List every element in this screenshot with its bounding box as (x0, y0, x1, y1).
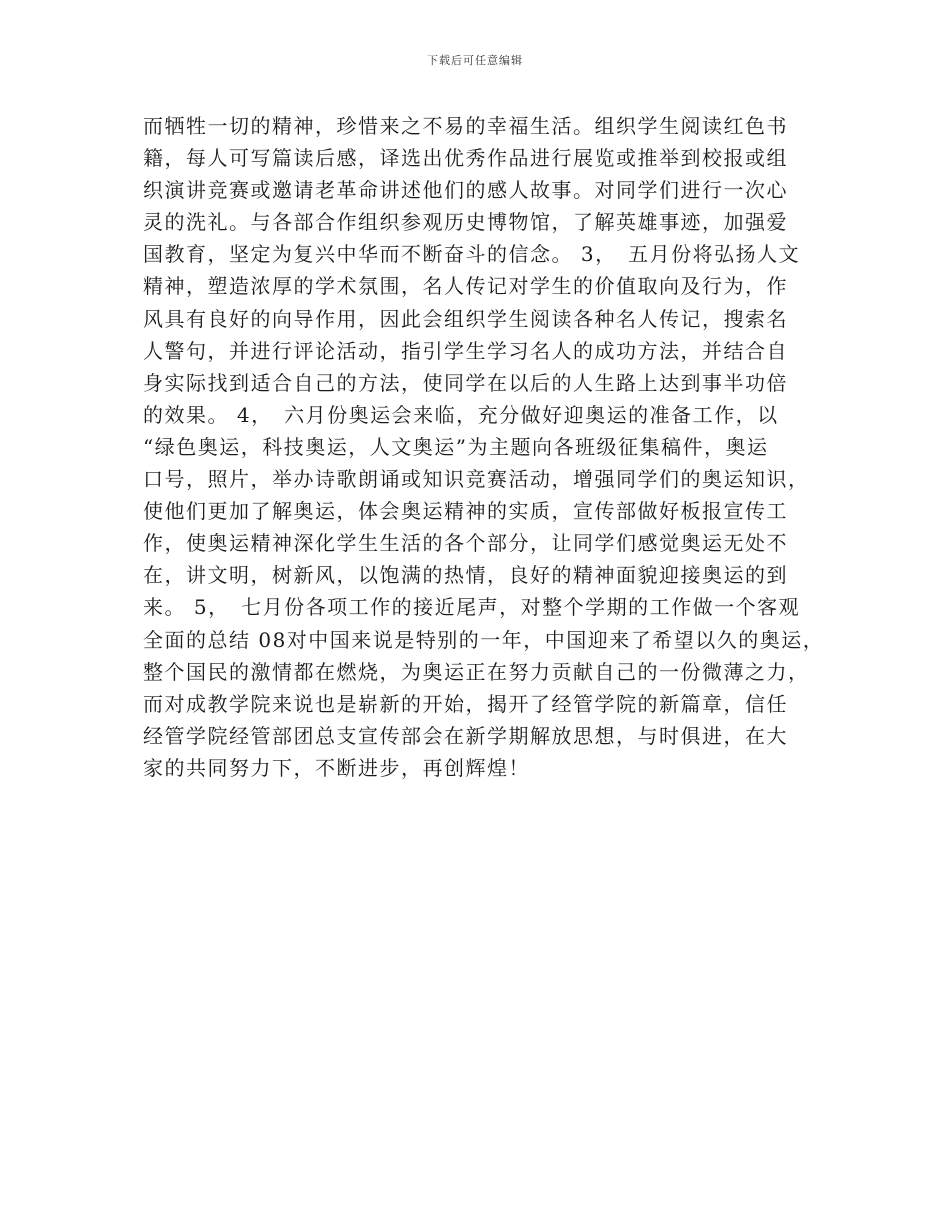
text-line: 的效果。 4， 六月份奥运会来临，充分做好迎奥运的准备工作，以 (143, 402, 779, 427)
text-line: 人警句，并进行评论活动，指引学生学习名人的成功方法，并结合自 (143, 338, 788, 363)
text-line: 精神，塑造浓厚的学术氛围，名人传记对学生的价值取向及行为，作 (143, 274, 788, 299)
text-line: 风具有良好的向导作用，因此会组织学生阅读各种名人传记，搜索名 (143, 306, 788, 331)
text-line: 在，讲文明，树新风，以饱满的热情，良好的精神面貌迎接奥运的到 (143, 563, 788, 588)
text-line: 而对成教学院来说也是崭新的开始，揭开了经管学院的新篇章，信任 (143, 691, 788, 716)
text-line: 全面的总结 08对中国来说是特别的一年，中国迎来了希望以久的奥运， (143, 627, 825, 652)
text-line: 来。 5， 七月份各项工作的接近尾声，对整个学期的工作做一个客观 (143, 595, 801, 620)
text-line: 织演讲竞赛或邀请老革命讲述他们的感人故事。对同学们进行一次心 (143, 178, 788, 203)
text-line: 灵的洗礼。与各部合作组织参观历史博物馆，了解英雄事迹，加强爱 (143, 210, 788, 235)
text-line: “绿色奥运，科技奥运，人文奥运”为主题向各班级征集稿件，奥运 (143, 434, 769, 459)
text-line: 家的共同努力下，不断进步，再创辉煌！ (143, 755, 530, 780)
document-body (143, 110, 843, 784)
text-line: 而牺牲一切的精神，珍惜来之不易的幸福生活。组织学生阅读红色书 (143, 114, 788, 138)
text-line: 整个国民的激情都在燃烧，为奥运正在努力贡献自己的一份微薄之力， (143, 659, 810, 684)
text-line: 国教育，坚定为复兴中华而不断奋斗的信念。 3， 五月份将弘扬人文 (143, 242, 801, 267)
text-line: 籍，每人可写篇读后感，译选出优秀作品进行展览或推举到校报或组 (143, 146, 788, 171)
text-line: 身实际找到适合自己的方法，使同学在以后的人生路上达到事半功倍 (143, 370, 788, 395)
text-line: 口号，照片，举办诗歌朗诵或知识竞赛活动，增强同学们的奥运知识， (143, 467, 810, 492)
text-line: 作，使奥运精神深化学生生活的各个部分，让同学们感觉奥运无处不 (143, 531, 788, 556)
text-line: 使他们更加了解奥运，体会奥运精神的实质，宣传部做好板报宣传工 (143, 499, 788, 524)
page-header: 下载后可任意编辑 (427, 54, 523, 67)
text-line: 经管学院经管部团总支宣传部会在新学期解放思想，与时俱进，在大 (143, 723, 788, 748)
